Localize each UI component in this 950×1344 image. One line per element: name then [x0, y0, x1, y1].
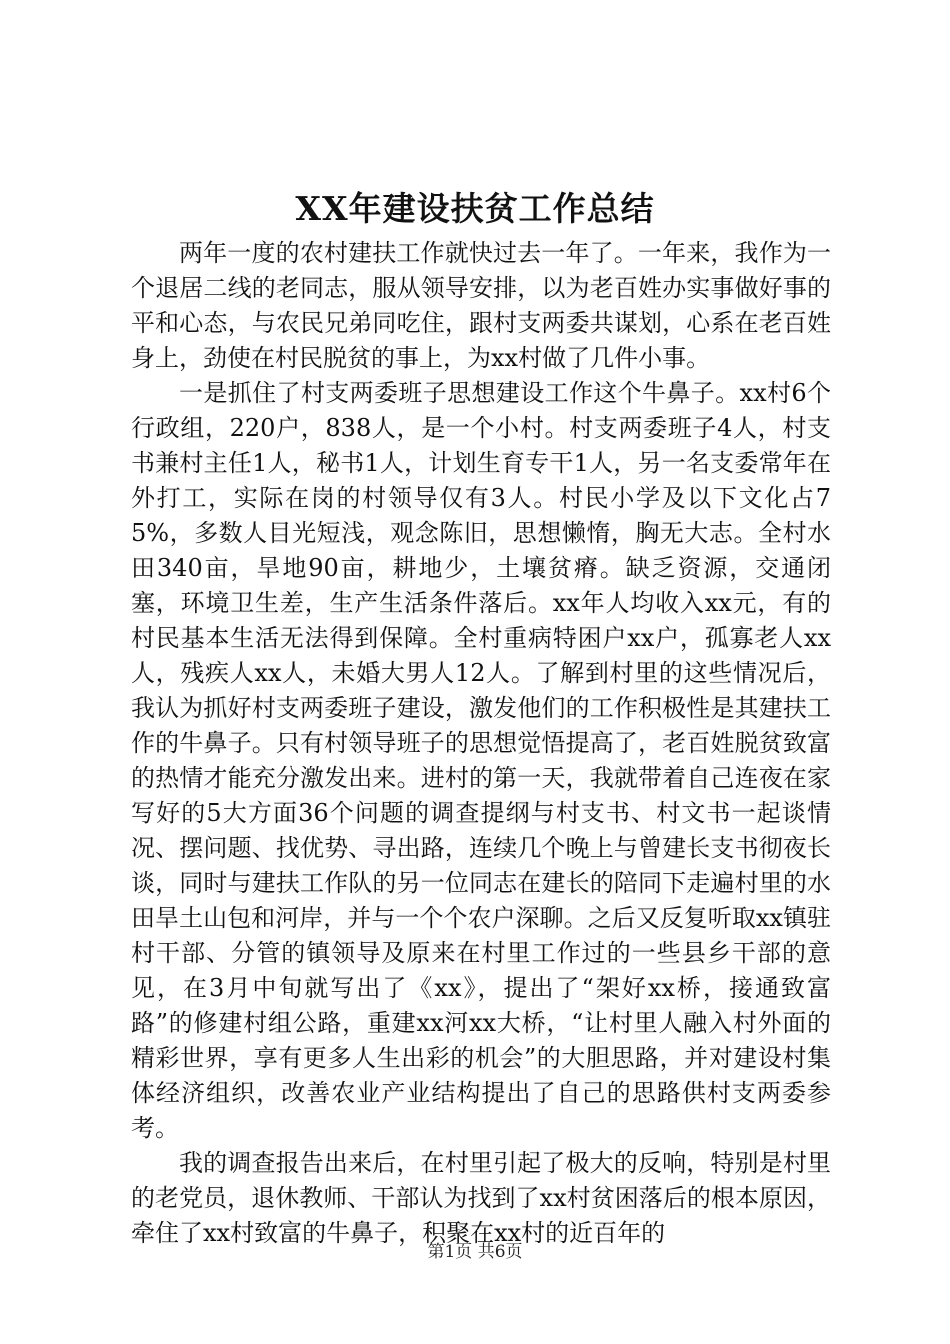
document-title: XX年建设扶贫工作总结: [295, 189, 655, 228]
document-body: [131, 236, 831, 1251]
paragraph-report-response: 我的调查报告出来后，在村里引起了极大的反响，特别是村里的老党员，退休教师、干部认为找到了xx村贫困落后的根本原因，牵住了xx村致富的牛鼻子，积聚在xx村的近百年的: [131, 1149, 831, 1247]
page-number-footer: 第1页 共6页: [427, 1242, 523, 1262]
paragraph-intro: 两年一度的农村建扶工作就快过去一年了。一年来，我作为一个退居二线的老同志，服从领导安排，以为老百姓办实事做好事的平和心态，与农民兄弟同吃住，跟村支两委共谋划，心系在老百姓身上，劲使在村民脱贫的事上，为xx村做了几件小事。: [131, 239, 831, 372]
paragraph-team-building: 一是抓住了村支两委班子思想建设工作这个牛鼻子。xx村6个行政组，220户，838人，是一个小村。村支两委班子4人，村支书兼村主任1人，秘书1人，计划生育专干1人，另一名支委常年在外打工，实际在岗的村领导仅有3人。村民小学及以下文化占75%，多数人目光短浅，观念陈旧，思想懒惰，胸无大志。全村水田340亩，旱地90亩，耕地少，土壤贫瘠。缺乏资源，交通闭塞，环境卫生差，生产生活条件落后。xx年人均收入xx元，有的村民基本生活无法得到保障。全村重病特困户xx户，孤寡老人xx人，残疾人xx人，未婚大男人12人。了解到村里的这些情况后，我认为抓好村支两委班子建设，激发他们的工作积极性是其建扶工作的牛鼻子。只有村领导班子的思想觉悟提高了，老百姓脱贫致富的热情才能充分激发出来。进村的第一天，我就带着自己连夜在家写好的5大方面36个问题的调查提纲与村支书、村文书一起谈情况、摆问题、找优势、寻出路，连续几个晚上与曾建长支书彻夜长谈，同时与建扶工作队的另一位同志在建长的陪同下走遍村里的水田旱土山包和河岸，并与一个个农户深聊。之后又反复听取xx镇驻村干部、分管的镇领导及原来在村里工作过的一些县乡干部的意见，在3月中旬就写出了《xx》，提出了“架好xx桥，接通致富路”的修建村组公路，重建xx河xx大桥，“让村里人融入村外面的精彩世界，享有更多人生出彩的机会”的大胆思路，并对建设村集体经济组织，改善农业产业结构提出了自己的思路供村支两委参考。: [131, 379, 831, 1142]
